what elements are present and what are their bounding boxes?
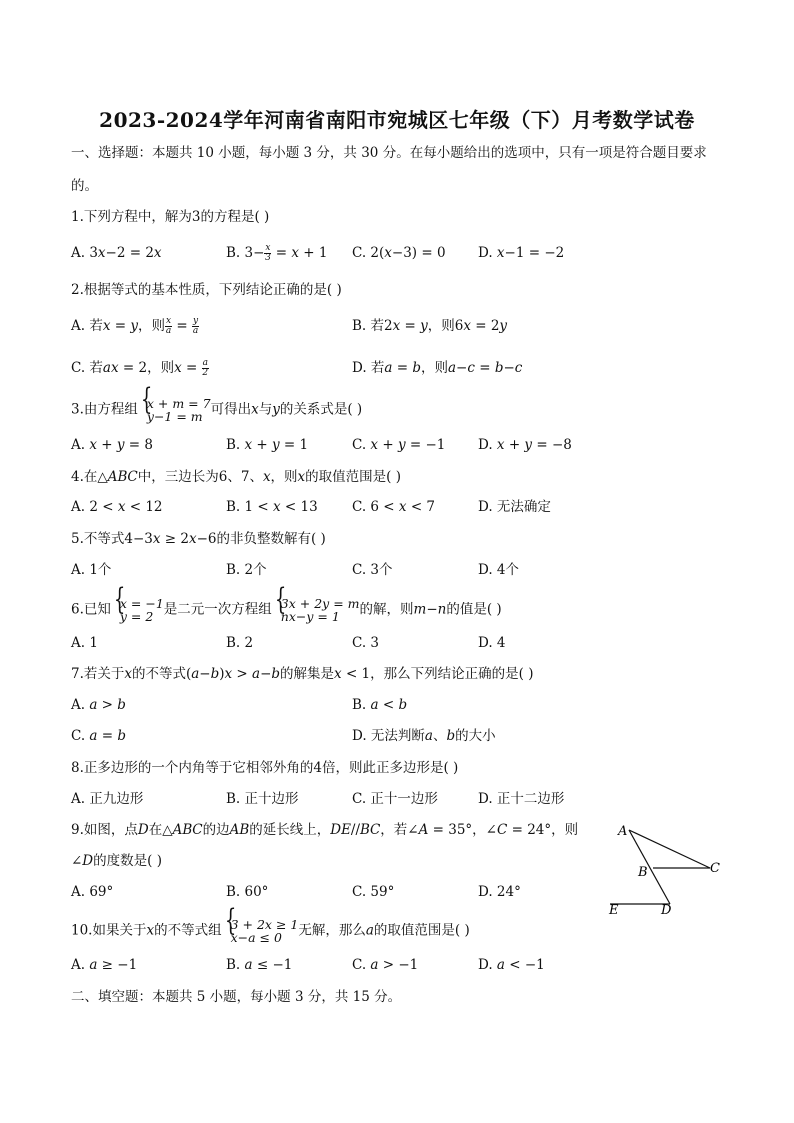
q4-option-d: D. 无法确定	[478, 499, 551, 515]
q3-eq2: 𝑦−1 = 𝑚	[146, 409, 203, 424]
q2-option-b: B. 若2𝑥 = 𝑦，则6𝑥 = 2𝑦	[352, 318, 508, 334]
q2-a-eq: =	[176, 318, 188, 334]
q3-option-a: A. 𝑥 + 𝑦 = 8	[71, 437, 153, 453]
q9-option-c: C. 59°	[352, 884, 395, 900]
q2-a-fraction-2	[192, 317, 199, 336]
q4-option-c: C. 6 < 𝑥 < 7	[352, 499, 436, 515]
q1-option-b-fraction	[264, 244, 271, 263]
q10-option-a: A. 𝑎 ≥ −1	[71, 957, 138, 973]
q1-option-b	[226, 244, 327, 263]
q10-ineq2: 𝑥−𝑎 ≤ 0	[230, 930, 282, 945]
q10-stem-post: 无解，那么𝑎的取值范围是( )	[298, 922, 470, 939]
q3-option-d: D. 𝑥 + 𝑦 = −8	[478, 437, 572, 453]
q9-option-b: B. 60°	[226, 884, 269, 900]
q2-a-pre: A. 若𝑥 = 𝑦，则	[71, 318, 165, 334]
q10-option-d: D. 𝑎 < −1	[478, 957, 545, 973]
q8-option-d: D. 正十二边形	[478, 791, 565, 807]
q6-solution-system	[111, 597, 164, 623]
q6-stem	[71, 597, 502, 623]
q4-option-b: B. 1 < 𝑥 < 13	[226, 499, 318, 515]
q1-option-a: A. 3𝑥−2 = 2𝑥	[71, 245, 162, 261]
q2-a-fraction-1	[165, 317, 172, 336]
q2-option-a	[71, 317, 199, 336]
q1-option-d: D. 𝑥−1 = −2	[478, 245, 565, 261]
label-C: C	[710, 861, 720, 876]
segment-AC	[629, 830, 710, 868]
q9-option-d: D. 24°	[478, 884, 521, 900]
q6-sol2: 𝑦 = 2	[119, 609, 154, 624]
q2-c-den: 2	[202, 368, 209, 378]
q6-stem-pre: 6.已知	[71, 601, 111, 618]
q2-c-fraction	[202, 359, 209, 378]
q5-option-b: B. 2个	[226, 562, 267, 578]
q1-option-b-pre: B. 3−	[226, 245, 265, 261]
q8-option-c: C. 正十一边形	[352, 791, 438, 807]
q9-stem-line2: ∠𝐷的度数是( )	[71, 853, 162, 869]
q6-option-d: D. 4	[478, 635, 506, 651]
q8-stem: 8.正多边形的一个内角等于它相邻外角的4倍，则此正多边形是( )	[71, 760, 459, 776]
q1-b-numerator: x	[265, 243, 271, 253]
q9-stem-line1: 9.如图，点𝐷在△𝐴𝐵𝐶的边𝐴𝐵的延长线上，𝐷𝐸//𝐵𝐶，若∠𝐴 = 35°，∠𝐶 = 24°，则	[71, 822, 579, 838]
q4-option-a: A. 2 < 𝑥 < 12	[71, 499, 163, 515]
q4-stem: 4.在△𝐴𝐵𝐶中，三边长为6、7、𝑥，则𝑥的取值范围是( )	[71, 469, 401, 485]
q6-option-a: A. 1	[71, 635, 98, 651]
label-A: A	[618, 824, 628, 839]
q5-option-d: D. 4个	[478, 562, 520, 578]
q10-inequality-system	[222, 918, 299, 944]
q3-eq1: { 𝑥 + 𝑚 = 7	[146, 396, 211, 411]
q3-stem-post: 可得出𝑥与𝑦的关系式是( )	[210, 401, 363, 418]
q3-equation-system	[138, 397, 211, 423]
q10-ineq1: { 3 + 2𝑥 ≥ 1	[230, 917, 299, 932]
q3-stem-pre: 3.由方程组	[71, 401, 138, 418]
q6-equation-system	[272, 597, 360, 623]
q1-option-b-post: = 𝑥 + 1	[275, 245, 328, 261]
label-E: E	[609, 903, 619, 918]
q10-option-b: B. 𝑎 ≤ −1	[226, 957, 293, 973]
section2-heading: 二、填空题：本题共 5 小题，每小题 3 分，共 15 分。	[71, 989, 402, 1005]
q5-option-c: C. 3个	[352, 562, 393, 578]
label-B: B	[638, 865, 648, 880]
q7-option-c: C. 𝑎 = 𝑏	[71, 728, 127, 744]
q6-eq2: 𝑛𝑥−𝑦 = 1	[280, 609, 340, 624]
section1-heading-line1: 一、选择题：本题共 10 小题，每小题 3 分，共 30 分。在每小题给出的选项中，只有一项是符合题目要求	[71, 145, 707, 161]
q6-option-c: C. 3	[352, 635, 380, 651]
q6-sol1: { 𝑥 = −1	[119, 596, 164, 611]
q2-option-d: D. 若𝑎 = 𝑏，则𝑎−𝑐 = 𝑏−𝑐	[352, 360, 523, 376]
q3-stem	[71, 397, 362, 423]
q2-a-f1-num: x	[165, 316, 172, 326]
q8-option-a: A. 正九边形	[71, 791, 144, 807]
q1-option-c: C. 2(𝑥−3) = 0	[352, 245, 446, 261]
q6-eq1: { 3𝑥 + 2𝑦 = 𝑚	[280, 596, 360, 611]
q1-b-denominator: 3	[265, 253, 271, 263]
q6-option-b: B. 2	[226, 635, 254, 651]
q6-stem-post: 的解，则𝑚−𝑛的值是( )	[359, 601, 502, 618]
q2-a-f2-num: y	[192, 316, 199, 326]
q2-a-f1-den: a	[165, 326, 172, 336]
q1-stem: 1.下列方程中，解为3的方程是( )	[71, 209, 270, 225]
q7-option-a: A. 𝑎 > 𝑏	[71, 697, 126, 713]
segment-AD	[629, 830, 670, 904]
q3-option-c: C. 𝑥 + 𝑦 = −1	[352, 437, 446, 453]
q7-stem: 7.若关于𝑥的不等式(𝑎−𝑏)𝑥 > 𝑎−𝑏的解集是𝑥 < 1，那么下列结论正确的是( )	[71, 666, 534, 682]
q5-stem: 5.不等式4−3𝑥 ≥ 2𝑥−6的非负整数解有( )	[71, 531, 326, 547]
q2-stem: 2.根据等式的基本性质，下列结论正确的是( )	[71, 282, 342, 298]
q3-option-b: B. 𝑥 + 𝑦 = 1	[226, 437, 309, 453]
q2-a-f2-den: a	[192, 326, 199, 336]
q2-c-pre: C. 若𝑎𝑥 = 2，则𝑥 =	[71, 360, 198, 376]
q7-option-d: D. 无法判断𝑎、𝑏的大小	[352, 728, 496, 744]
q10-option-c: C. 𝑎 > −1	[352, 957, 419, 973]
q2-option-c	[71, 359, 209, 378]
q10-stem	[71, 918, 470, 944]
q2-c-num: a	[202, 358, 208, 368]
q10-stem-pre: 10.如果关于𝑥的不等式组	[71, 922, 222, 939]
q6-stem-mid: 是二元一次方程组	[163, 601, 272, 618]
label-D: D	[661, 903, 672, 918]
page-title: 2023-2024学年河南省南阳市宛城区七年级（下）月考数学试卷	[99, 108, 695, 132]
section1-heading-line2: 的。	[71, 178, 98, 194]
q9-option-a: A. 69°	[71, 884, 114, 900]
q5-option-a: A. 1个	[71, 562, 112, 578]
q9-geometry-figure	[600, 818, 730, 918]
q8-option-b: B. 正十边形	[226, 791, 299, 807]
q7-option-b: B. 𝑎 < 𝑏	[352, 697, 408, 713]
